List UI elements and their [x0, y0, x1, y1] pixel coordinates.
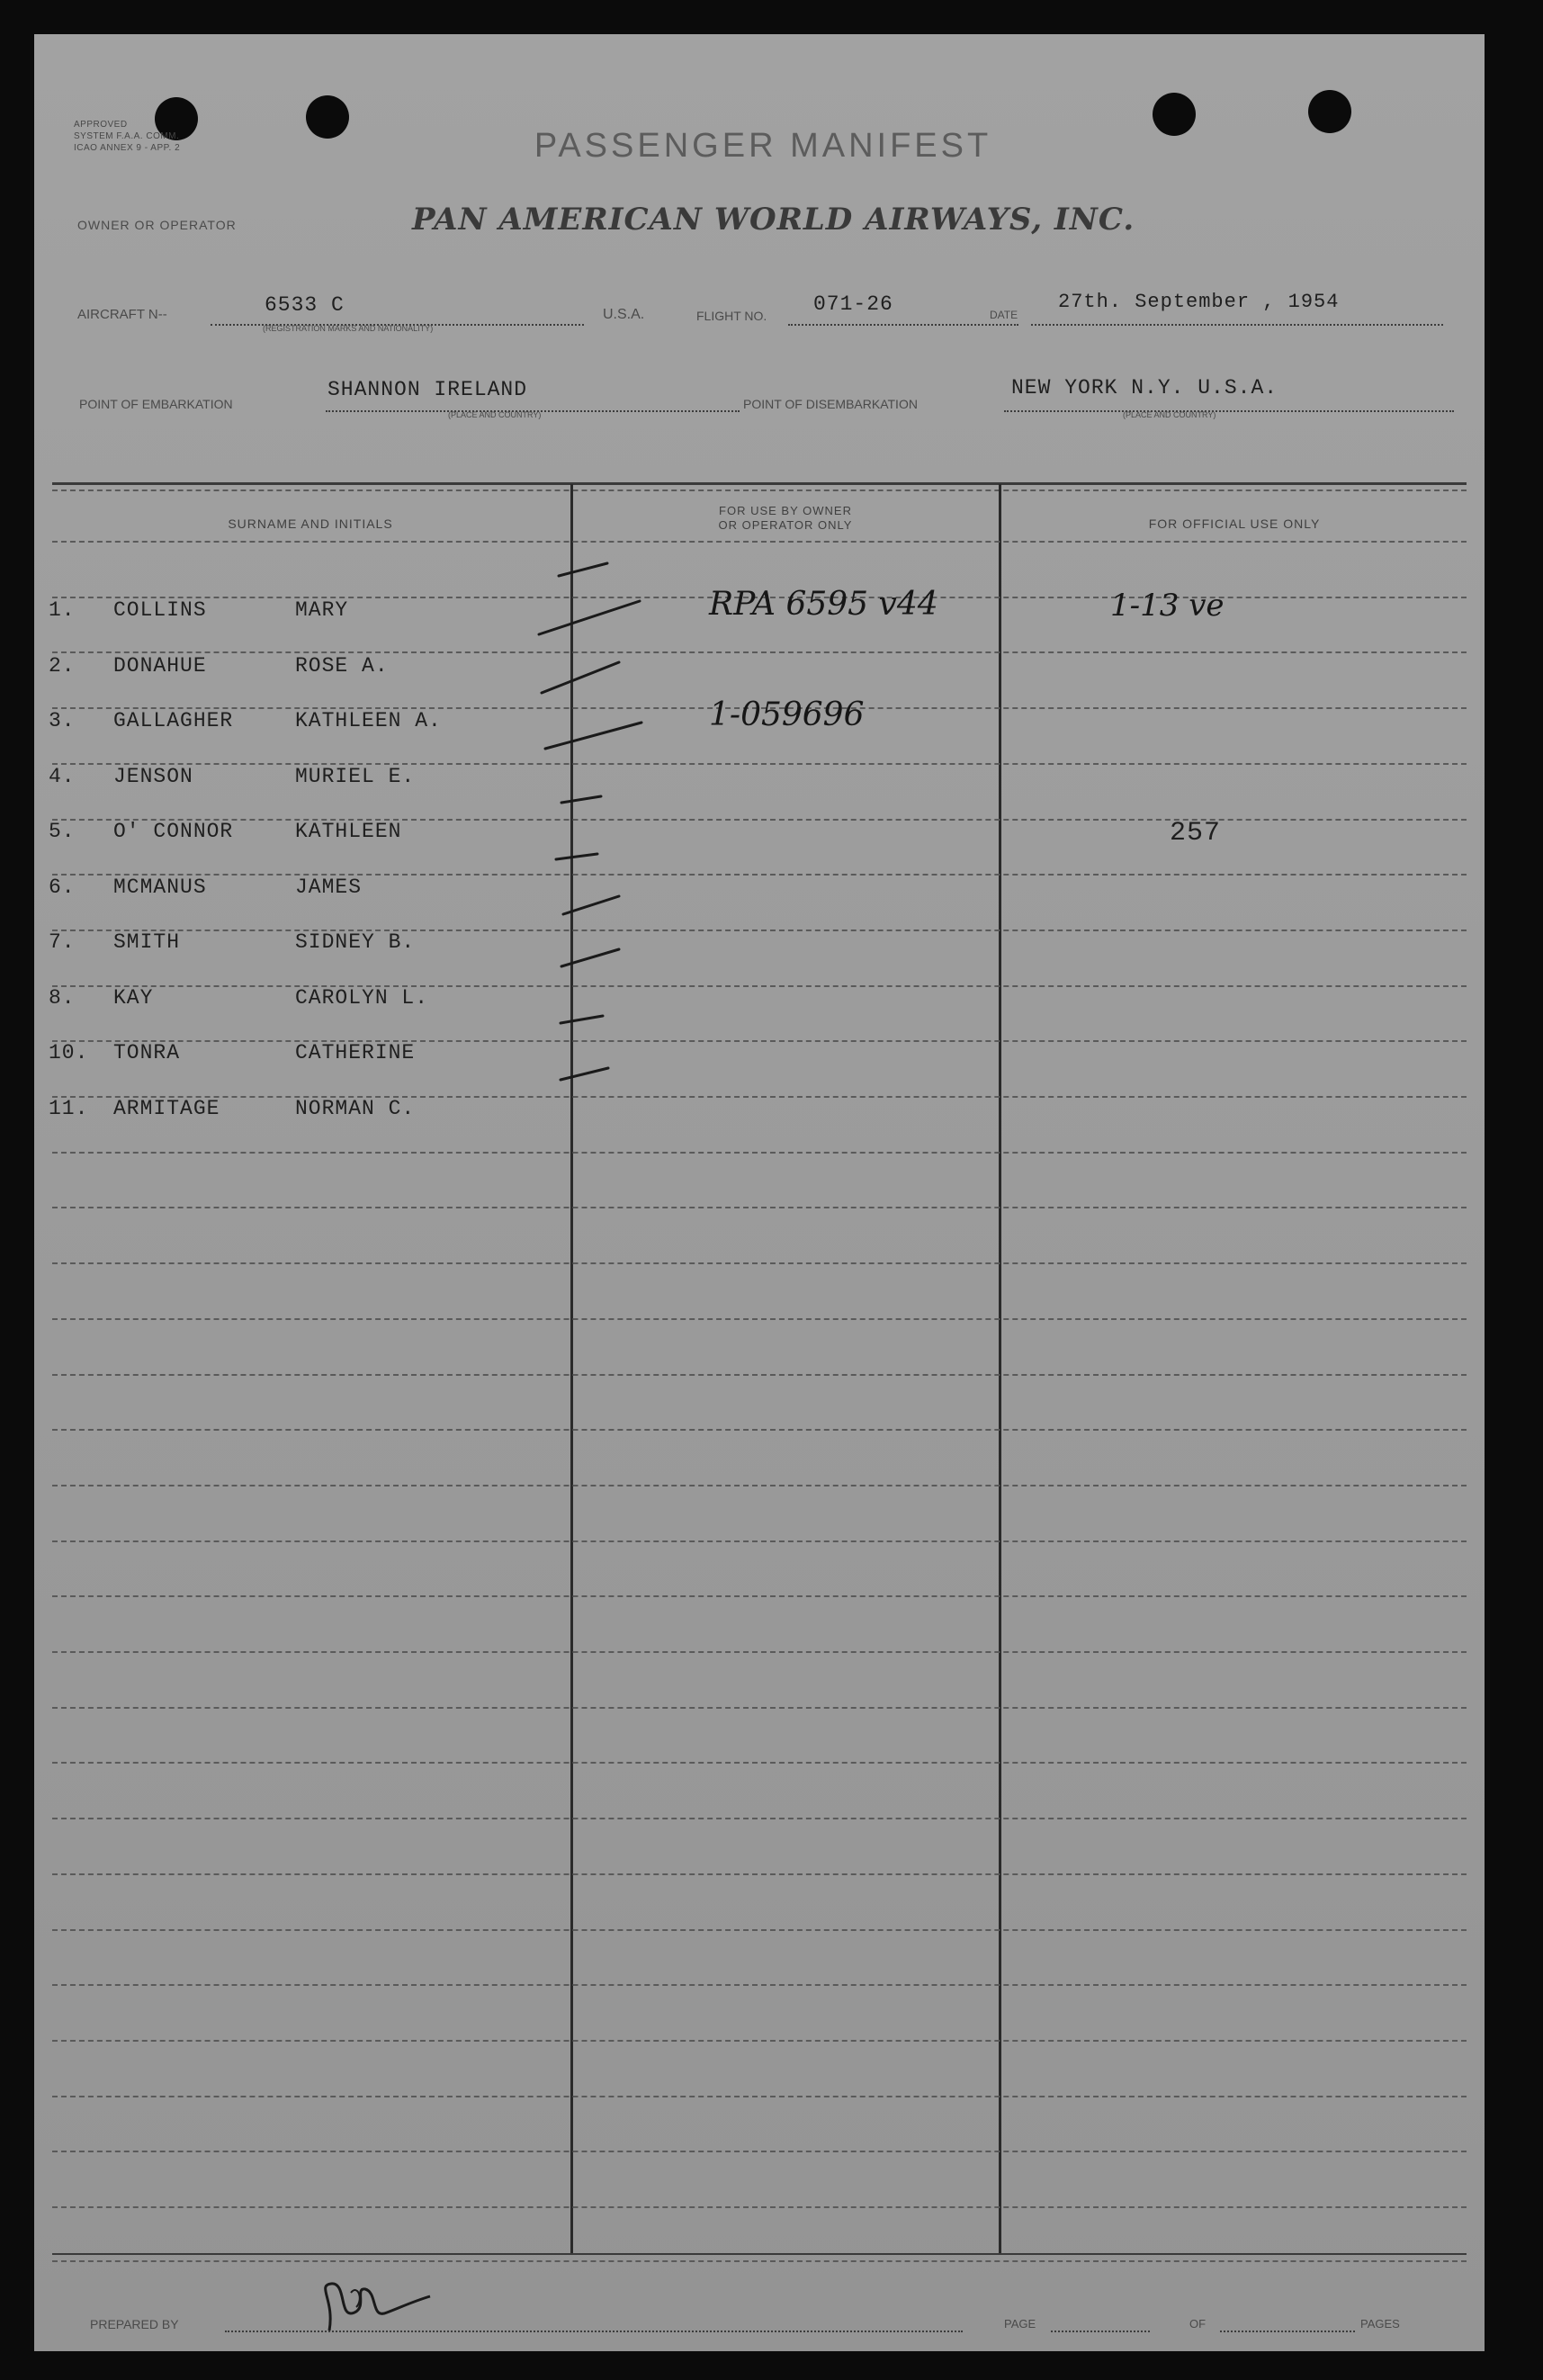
tick-mark	[556, 854, 597, 859]
passenger-given-names: ROSE A.	[295, 654, 389, 678]
tick-mark	[563, 896, 619, 914]
column-header-owner-1: FOR USE BY OWNER	[719, 504, 852, 517]
passenger-given-names: CAROLYN L.	[295, 986, 429, 1010]
manifest-sheet	[34, 34, 1485, 2351]
passenger-number: 8.	[49, 986, 76, 1010]
passenger-surname: GALLAGHER	[113, 709, 234, 732]
embarkation-label: POINT OF EMBARKATION	[79, 397, 233, 411]
passenger-number: 1.	[49, 598, 76, 622]
passenger-surname: COLLINS	[113, 598, 207, 622]
passenger-surname: JENSON	[113, 765, 193, 788]
passenger-surname: KAY	[113, 986, 154, 1010]
passenger-number: 10.	[49, 1041, 89, 1064]
footer-rule-1	[52, 2253, 1467, 2255]
column-header-official: FOR OFFICIAL USE ONLY	[1148, 516, 1321, 531]
tick-mark	[561, 796, 601, 803]
passenger-given-names: KATHLEEN	[295, 820, 402, 843]
usa-label: U.S.A.	[603, 307, 645, 322]
disembarkation-label: POINT OF DISEMBARKATION	[743, 397, 918, 411]
column-header-owner-2: OR OPERATOR ONLY	[718, 518, 853, 532]
embarkation-place: SHANNON IRELAND	[327, 378, 528, 401]
passenger-number: 6.	[49, 876, 76, 899]
passenger-surname: O' CONNOR	[113, 820, 234, 843]
place-note-embarkation: (PLACE AND COUNTRY)	[448, 410, 542, 419]
tick-mark	[542, 662, 619, 693]
signature-mark	[304, 2257, 475, 2342]
flight-label: FLIGHT NO.	[696, 309, 767, 323]
disembarkation-place: NEW YORK N.Y. U.S.A.	[1011, 376, 1278, 400]
passenger-given-names: MURIEL E.	[295, 765, 416, 788]
tick-mark	[559, 563, 607, 576]
passenger-given-names: MARY	[295, 598, 349, 622]
flight-date: 27th. September , 1954	[1058, 291, 1340, 313]
tick-mark	[539, 601, 640, 634]
passenger-given-names: KATHLEEN A.	[295, 709, 442, 732]
approval-line-2: SYSTEM F.A.A. COMM.	[74, 131, 180, 141]
passenger-given-names: NORMAN C.	[295, 1097, 416, 1120]
approval-line-1: APPROVED	[74, 120, 128, 130]
registration-note: (REGISTRATION MARKS AND NATIONALITY)	[263, 324, 434, 333]
passenger-given-names: SIDNEY B.	[295, 930, 416, 954]
passenger-surname: ARMITAGE	[113, 1097, 220, 1120]
page-label: PAGE	[1004, 2317, 1036, 2331]
place-note-disembarkation: (PLACE AND COUNTRY)	[1123, 410, 1216, 419]
date-label: DATE	[990, 309, 1018, 321]
tick-marks	[34, 34, 1485, 2351]
passenger-number: 5.	[49, 820, 76, 843]
aircraft-number: 6533 C	[265, 293, 345, 317]
passenger-number: 3.	[49, 709, 76, 732]
official-note: 1-13 ve	[1110, 588, 1225, 624]
passenger-surname: MCMANUS	[113, 876, 207, 899]
passenger-number: 2.	[49, 654, 76, 678]
owner-note: RPA 6595 v44	[709, 586, 938, 623]
passenger-given-names: JAMES	[295, 876, 363, 899]
official-note: 257	[1170, 818, 1222, 849]
passenger-surname: DONAHUE	[113, 654, 207, 678]
prepared-by-label: PREPARED BY	[90, 2317, 179, 2331]
tick-mark	[545, 723, 641, 749]
tick-mark	[561, 1068, 608, 1080]
page-line	[1051, 2331, 1150, 2332]
aircraft-label: AIRCRAFT N--	[77, 307, 167, 322]
flight-number: 071-26	[813, 292, 893, 316]
approval-line-3: ICAO ANNEX 9 - APP. 2	[74, 143, 181, 153]
passenger-number: 7.	[49, 930, 76, 954]
footer-rule-2	[52, 2260, 1467, 2262]
of-label: OF	[1189, 2317, 1207, 2331]
column-header-name: SURNAME AND INITIALS	[228, 516, 393, 531]
owner-label: OWNER OR OPERATOR	[77, 218, 237, 232]
pages-label: PAGES	[1360, 2317, 1400, 2331]
passenger-given-names: CATHERINE	[295, 1041, 416, 1064]
operator-name: PAN AMERICAN WORLD AIRWAYS, INC.	[412, 202, 1135, 238]
of-line	[1220, 2331, 1355, 2332]
passenger-number: 11.	[49, 1097, 89, 1120]
page-title: PASSENGER MANIFEST	[534, 127, 992, 165]
owner-note: 1-059696	[709, 696, 865, 733]
passenger-surname: TONRA	[113, 1041, 181, 1064]
passenger-surname: SMITH	[113, 930, 181, 954]
passenger-number: 4.	[49, 765, 76, 788]
tick-mark	[561, 1016, 603, 1023]
tick-mark	[561, 949, 619, 966]
